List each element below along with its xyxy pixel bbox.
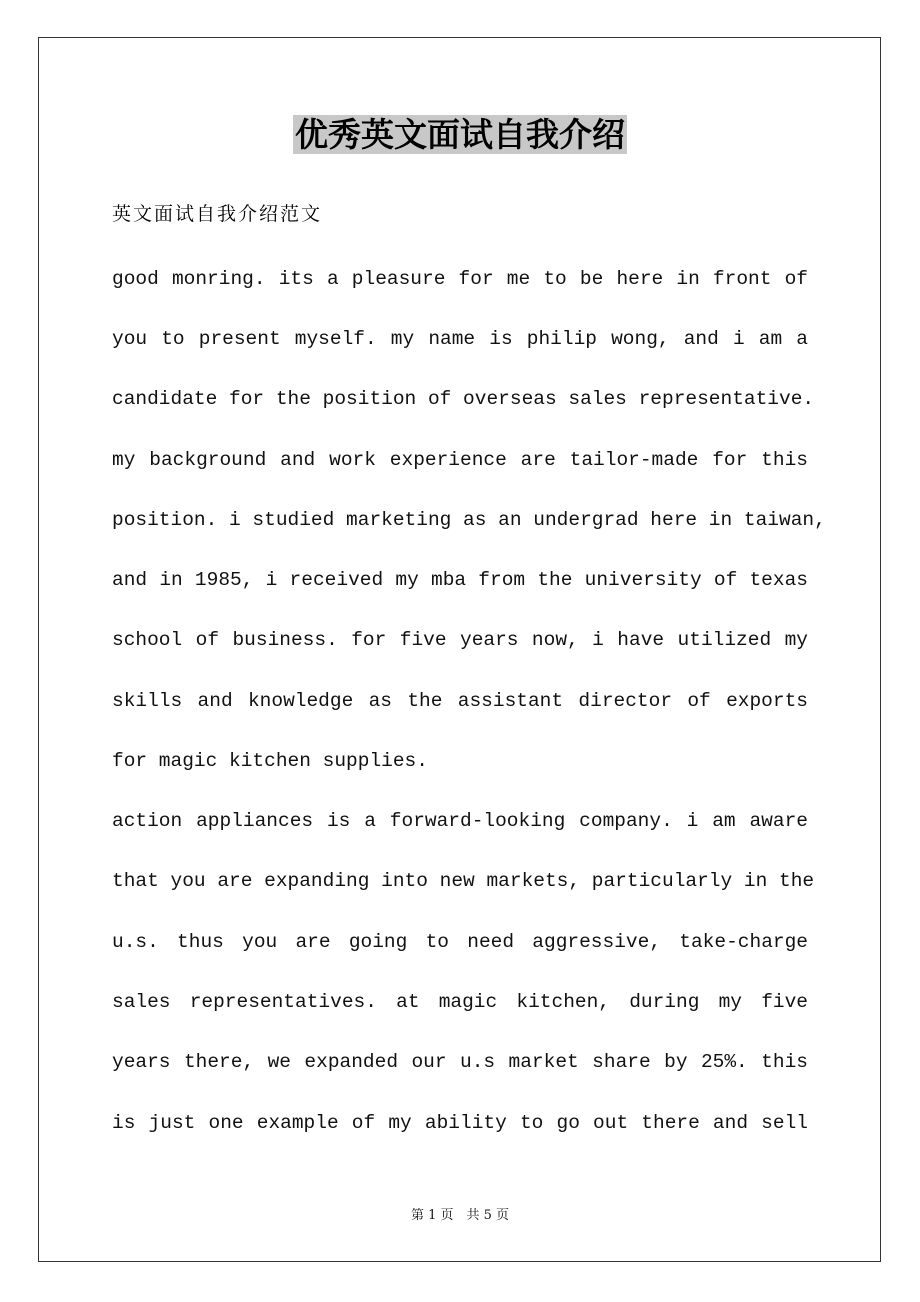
body-line: is just one example of my ability to go out there and sell [112,1112,808,1134]
body-line: and in 1985, i received my mba from the university of texas [112,569,808,591]
body-line: position. i studied marketing as an undergrad here in taiwan, [112,509,826,531]
body-line: school of business. for five years now, i have utilized my [112,629,808,651]
body-line: you to present myself. my name is philip wong, and i am a [112,328,808,350]
body-line: good monring. its a pleasure for me to be here in front of [112,268,808,290]
document-subtitle: 英文面试自我介绍范文 [112,203,323,225]
body-line: sales representatives. at magic kitchen, during my five [112,991,808,1013]
body-line: candidate for the position of overseas sales representative. [112,388,815,410]
title-text: 优秀英文面试自我介绍 [295,115,625,154]
body-line: action appliances is a forward-looking company. i am aware [112,810,808,832]
body-line: for magic kitchen supplies. [112,750,428,772]
document-title [0,112,920,158]
body-line: that you are expanding into new markets, particularly in the [112,870,815,892]
body-line: my background and work experience are tailor-made for this [112,449,808,471]
body-line: years there, we expanded our u.s market share by 25%. this [112,1051,808,1073]
body-line: skills and knowledge as the assistant director of exports [112,690,808,712]
page-number-footer: 第 1 页 共 5 页 [410,1208,510,1223]
body-line: u.s. thus you are going to need aggressive, take-charge [112,931,808,953]
